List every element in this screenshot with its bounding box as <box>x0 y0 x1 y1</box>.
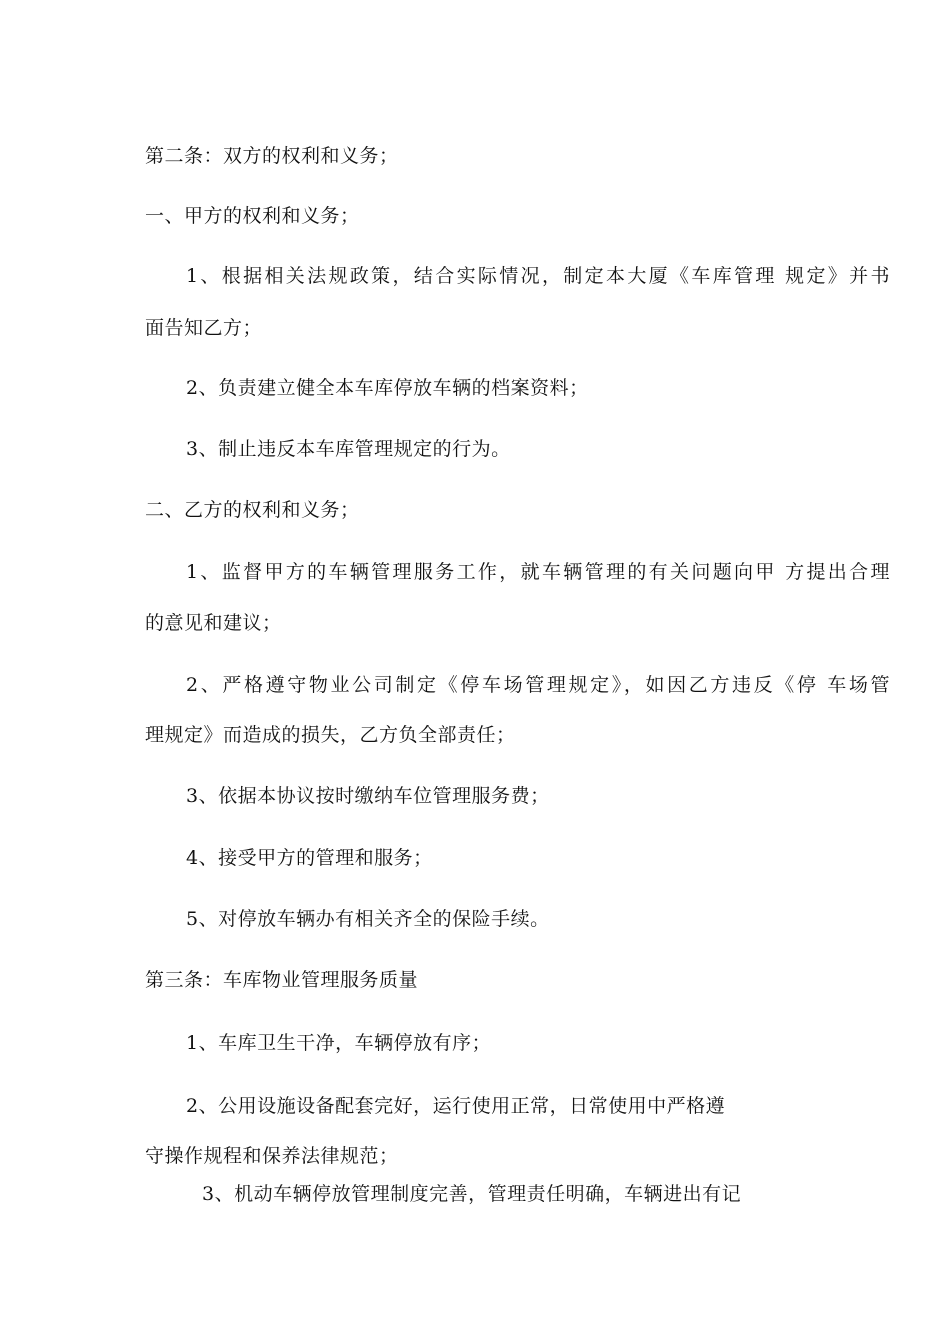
party-a-item-3: 3、制止违反本车库管理规定的行为。 <box>186 438 511 460</box>
party-a-item-1-line-2: 面告知乙方； <box>145 317 263 339</box>
party-b-item-1-line-1: 1、监督甲方的车辆管理服务工作，就车辆管理的有关问题向甲 方提出合理 <box>186 561 890 583</box>
party-a-item-2: 2、负责建立健全本车库停放车辆的档案资料； <box>186 377 589 399</box>
article-2-heading: 第二条：双方的权利和义务； <box>145 145 399 167</box>
quality-item-2-line-2: 守操作规程和保养法律规范； <box>145 1145 399 1167</box>
quality-item-1: 1、车库卫生干净，车辆停放有序； <box>186 1032 492 1054</box>
quality-item-3-line-1: 3、机动车辆停放管理制度完善，管理责任明确，车辆进出有记 <box>202 1183 742 1205</box>
quality-item-2-line-1: 2、公用设施设备配套完好，运行使用正常，日常使用中严格遵 <box>186 1095 726 1117</box>
party-b-item-2-line-1: 2、严格遵守物业公司制定《停车场管理规定》，如因乙方违反《停 车场管 <box>186 674 890 696</box>
section-party-b-heading: 二、乙方的权利和义务； <box>145 499 360 521</box>
article-3-heading: 第三条：车库物业管理服务质量 <box>145 969 419 991</box>
party-b-item-5: 5、对停放车辆办有相关齐全的保险手续。 <box>186 908 550 930</box>
party-b-item-3: 3、依据本协议按时缴纳车位管理服务费； <box>186 785 550 807</box>
party-b-item-1-line-2: 的意见和建议； <box>145 612 282 634</box>
party-a-item-1-line-1: 1、根据相关法规政策，结合实际情况，制定本大厦《车库管理 规定》并书 <box>186 265 890 287</box>
party-b-item-4: 4、接受甲方的管理和服务； <box>186 847 433 869</box>
section-party-a-heading: 一、甲方的权利和义务； <box>145 205 360 227</box>
party-b-item-2-line-2: 理规定》而造成的损失，乙方负全部责任； <box>145 724 516 746</box>
